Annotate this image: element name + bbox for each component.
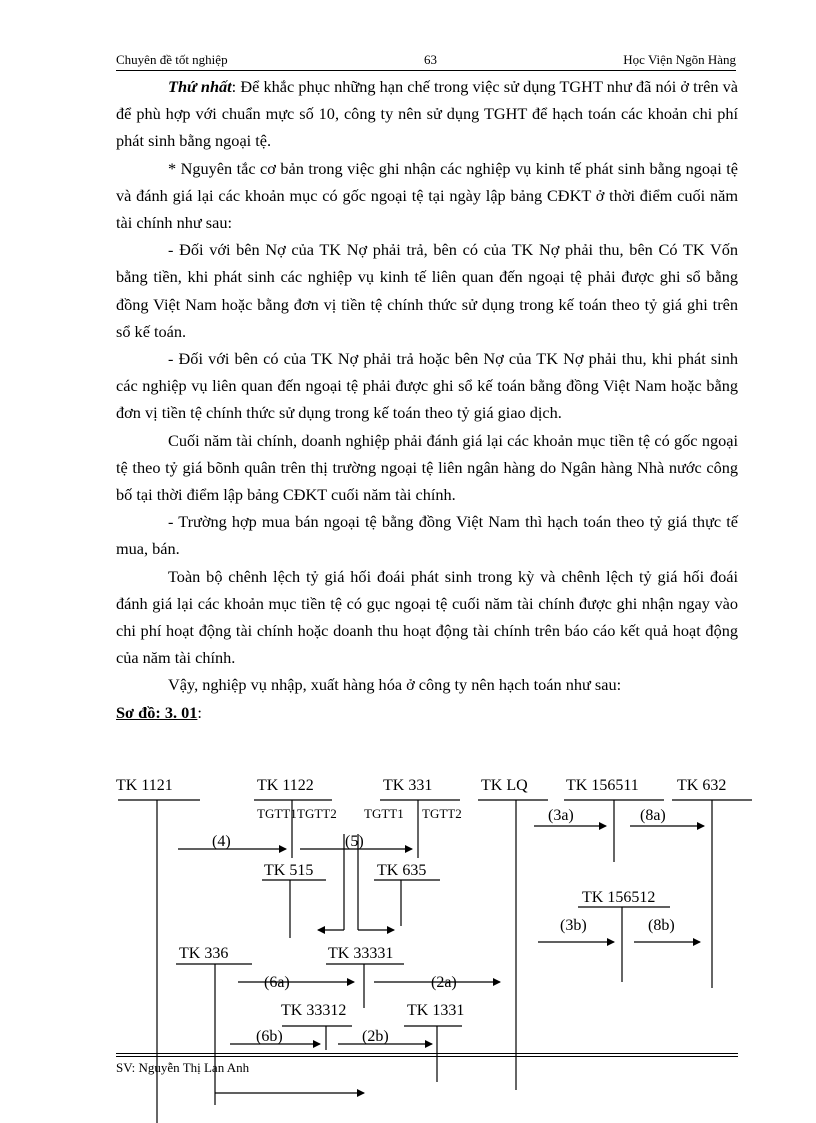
schema-colon: :: [197, 702, 202, 722]
paragraph-3: - Đối với bên Nợ của TK Nợ phải trả, bên có của TK Nợ phải thu, bên Có TK Vốn bằng tiền, khi phát sinh các nghiệp vụ kinh tế liên quan đến ngoại tệ phải được ghi sổ bằng đồng Việt Nam hoặc bằng đơn vị tiền tệ chính thức sử dụng trong kế toán theo tỷ giá ghi trên sổ kế toán.: [116, 240, 738, 341]
page-number: 63: [424, 52, 437, 67]
header-title: Chuyên đề tốt nghiệp: [116, 52, 228, 67]
label-tk1121: TK 1121: [116, 777, 173, 794]
paragraph-4: - Đối với bên có của TK Nợ phải trả hoặc bên Nợ của TK Nợ phải thu, khi phát sinh các nghiệp vụ liên quan đến ngoại tệ phải được ghi sổ kế toán bằng đồng Việt Nam hoặc bằng đơn vị tiền tệ chính thức sử dụng trong kế toán theo tỷ giá giao dịch.: [116, 349, 738, 423]
footer-divider-top: [116, 1053, 738, 1054]
paragraph-5: Cuối năm tài chính, doanh nghiệp phải đánh giá lại các khoản mục tiền tệ có gốc ngoại tệ theo tỷ giá bõnh quân trên thị trường ngoại tệ liên ngân hàng do Ngân hàng Nhà nước công bố tại thời điểm lập bảng CĐKT cuối năm tài chính.: [116, 430, 738, 505]
footer-divider-bottom: [116, 1056, 738, 1057]
schema-label: Sơ đồ: 3. 01: [116, 702, 198, 722]
label-tk331: TK 331: [383, 777, 433, 794]
label-tk156512: TK 156512: [582, 889, 656, 906]
footer-student: SV: Nguyễn Thị Lan Anh: [116, 1060, 250, 1075]
paragraph-7: Toàn bộ chênh lệch tỷ giá hối đoái phát sinh trong kỳ và chênh lệch tỷ giá hối đoái đánh giá lại các khoản mục tiền tệ có gục ngoại tệ cuối năm tài chính được ghi nhận ngay vào chi phí hoạt động tài chính hoặc doanh thu hoạt động tài chính trên báo cáo kết quả hoạt động của năm tài chính.: [116, 566, 738, 668]
step-6b: (6b): [256, 1028, 283, 1045]
label-tk33331: TK 33331: [328, 945, 394, 962]
paragraph-2: * Nguyên tắc cơ bản trong việc ghi nhận các nghiệp vụ kinh tế phát sinh bằng ngoại tệ và đánh giá lại các khoản mục có gốc ngoại tệ tại ngày lập bảng CĐKT ở thời điểm cuối năm tài chính như sau:: [116, 158, 738, 233]
label-tk33312: TK 33312: [281, 1002, 347, 1019]
label-tk1122: TK 1122: [257, 777, 314, 794]
label-tk635: TK 635: [377, 862, 427, 879]
label-tgtt1-a: TGTT1: [257, 806, 297, 821]
step-8a: (8a): [640, 807, 666, 824]
step-5: (5): [345, 833, 364, 850]
step-6a: (6a): [264, 974, 290, 991]
step-4: (4): [212, 833, 231, 850]
header-institution: Học Viện Ngõn Hàng: [623, 52, 736, 67]
paragraph-6: - Trường hợp mua bán ngoại tệ bằng đồng Việt Nam thì hạch toán theo tỷ giá thực tế mua, bán.: [116, 512, 738, 559]
paragraph-1-lead: Thứ nhất: [168, 77, 232, 96]
label-tgtt2-a: TGTT2: [297, 806, 337, 821]
label-tk515: TK 515: [264, 862, 314, 879]
label-tk156511: TK 156511: [566, 777, 639, 794]
step-2a: (2a): [431, 974, 457, 991]
label-tgtt2-b: TGTT2: [422, 806, 462, 821]
step-2b: (2b): [362, 1028, 389, 1045]
label-tk336: TK 336: [179, 945, 229, 962]
step-3b: (3b): [560, 917, 587, 934]
label-tk1331: TK 1331: [407, 1002, 465, 1019]
step-3a: (3a): [548, 807, 574, 824]
label-tgtt1-b: TGTT1: [364, 806, 404, 821]
paragraph-1-rest: : Để khắc phục những hạn chế trong việc sử dụng TGHT như đã nói ở trên và để phù hợp với chuẩn mực số 10, công ty nên sử dụng TGHT để hạch toán các khoản chi phí phát sinh bằng ngoại tệ.: [116, 77, 738, 151]
step-8b: (8b): [648, 917, 675, 934]
label-tklq: TK LQ: [481, 777, 528, 794]
label-tk632: TK 632: [677, 777, 727, 794]
paragraph-8: Vậy, nghiệp vụ nhập, xuất hàng hóa ở công ty nên hạch toán như sau:: [168, 675, 622, 695]
